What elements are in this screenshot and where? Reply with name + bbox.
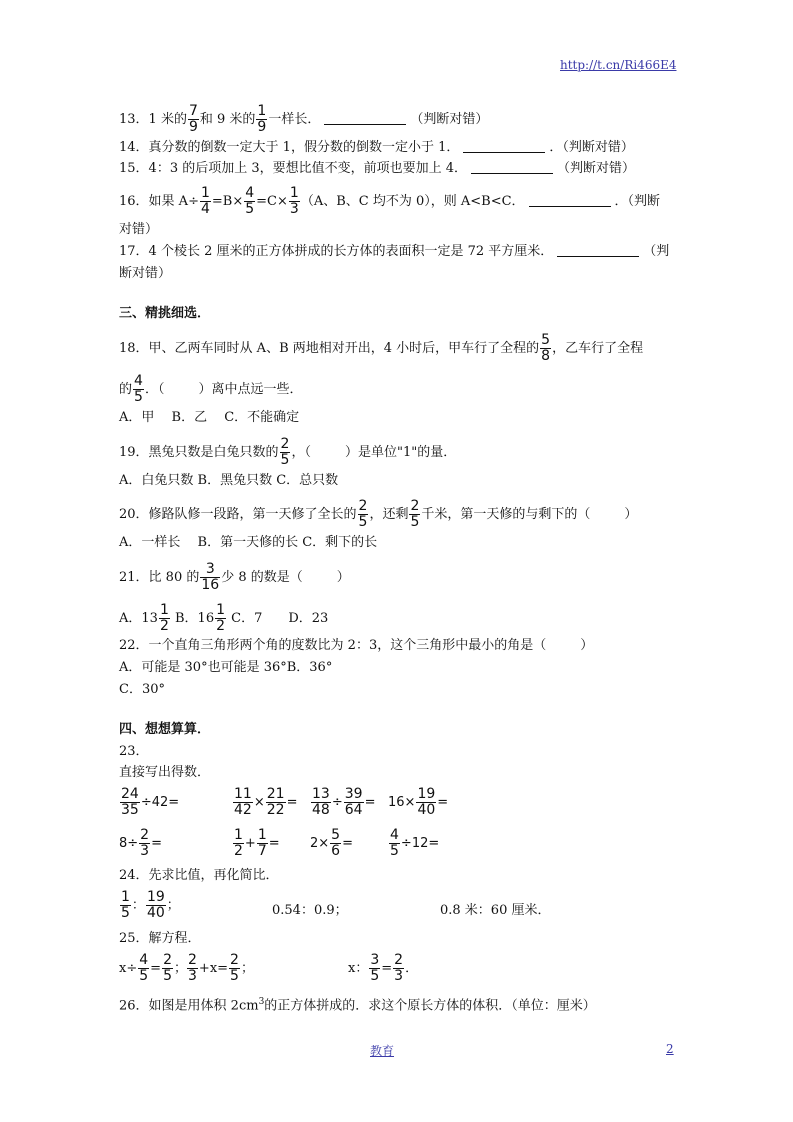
fraction: $\frac{11}{42}$	[234, 786, 252, 818]
fraction: $\frac{2}{5}$	[410, 498, 420, 530]
question-21: 21．比 80 的 $\frac{3}{16}$ 少 8 的数是（ ）	[119, 561, 350, 593]
fraction: $\frac{1}{2}$	[159, 602, 169, 634]
answer-blank[interactable]	[463, 138, 545, 153]
question-26: 26．如图是用体积 $2cm^3$的正方体拼成的．求这个原长方体的体积．（单位：厘米）	[119, 997, 596, 1014]
fraction: $\frac{7}{9}$	[188, 103, 198, 135]
question-19-options: A．白兔只数 B．黑兔只数 C．总只数	[119, 473, 339, 488]
question-16-cont: 对错）	[119, 222, 159, 237]
expression: $\frac{13}{48}$ ÷ $\frac{39}{64}$ =	[312, 786, 376, 818]
fraction: $\frac{4}{5}$	[139, 952, 149, 984]
page-number: 2	[666, 1042, 674, 1056]
expression: $\frac{4}{5}$ ÷12=	[390, 827, 440, 859]
expression: $\frac{1}{2}$ + $\frac{1}{7}$ =	[234, 827, 280, 859]
header-link[interactable]: http://t.cn/Ri466E4	[560, 58, 677, 72]
answer-blank[interactable]	[471, 159, 553, 174]
question-22-option-c: C．30°	[119, 682, 165, 697]
fraction: $\frac{3}{16}$	[201, 561, 220, 593]
fraction: $\frac{19}{40}$	[146, 889, 165, 921]
question-20: 20．修路队修一段路，第一天修了全长的 $\frac{2}{5}$ ，还剩 $\frac{2}{5}$ 千米，第一天修的与剩下的（ ）	[119, 498, 638, 530]
question-23-number: 23．	[119, 744, 149, 759]
equation: x÷ $\frac{4}{5}$ = $\frac{2}{5}$ ；	[119, 952, 187, 984]
fraction: $\frac{24}{35}$	[121, 786, 139, 818]
fraction: $\frac{1}{2}$	[234, 827, 243, 859]
question-18-options: A．甲 B．乙 C．不能确定	[119, 410, 300, 425]
equation: $\frac{2}{3}$ +x= $\frac{2}{5}$ ；	[188, 952, 254, 984]
expression: 0.8 米：60 厘米．	[440, 903, 551, 918]
question-17-cont: 断对错）	[119, 266, 172, 281]
expression: $\frac{11}{42}$ × $\frac{21}{22}$ =	[234, 786, 298, 818]
fraction: $\frac{1}{7}$	[257, 827, 267, 859]
answer-blank[interactable]	[324, 110, 406, 125]
fraction: $\frac{5}{8}$	[541, 332, 551, 364]
question-18: 18．甲、乙两车同时从 A、B 两地相对开出，4 小时后，甲车行了全程的 $\frac{5}{8}$ ，乙车行了全程	[119, 332, 644, 364]
equation: x： $\frac{3}{5}$ = $\frac{2}{3}$ ．	[348, 952, 419, 984]
fraction: $\frac{4}{5}$	[390, 827, 399, 859]
answer-blank[interactable]	[529, 192, 611, 207]
question-21-options: A．13 $\frac{1}{2}$ B．16 $\frac{1}{2}$ C．7 D．23	[119, 602, 329, 634]
fraction: $\frac{19}{40}$	[417, 786, 436, 818]
fraction: $\frac{3}{5}$	[370, 952, 380, 984]
expression: 16× $\frac{19}{40}$ =	[388, 786, 449, 818]
question-16: 16．如果 A÷ $\frac{1}{4}$ =B× $\frac{4}{5}$ =C× $\frac{1}{3}$ （A、B、C 均不为 0），则 A<B<C． ．（判断	[119, 185, 661, 217]
fraction: $\frac{1}{5}$	[121, 889, 130, 921]
fraction: $\frac{13}{48}$	[312, 786, 330, 818]
question-14: 14．真分数的倒数一定大于 1，假分数的倒数一定小于 1． ．（判断对错）	[119, 140, 634, 155]
fraction: $\frac{21}{22}$	[266, 786, 285, 818]
question-23-instruction: 直接写出得数．	[119, 765, 211, 780]
fraction: $\frac{1}{4}$	[200, 185, 210, 217]
question-15: 15．4：3 的后项加上 3，要想比值不变，前项也要加上 4． （判断对错）	[119, 161, 636, 176]
fraction: $\frac{39}{64}$	[344, 786, 363, 818]
question-18-cont: 的 $\frac{4}{5}$ ．（ ）离中点远一些．	[119, 373, 303, 405]
question-13: 13．1 米的 $\frac{7}{9}$ 和 9 米的 $\frac{1}{9}$ 一样长． （判断对错）	[119, 103, 489, 135]
fraction: $\frac{4}{5}$	[134, 373, 143, 405]
fraction: $\frac{2}{3}$	[140, 827, 150, 859]
fraction: $\frac{1}{2}$	[216, 602, 226, 634]
footer-link[interactable]: 教育	[370, 1044, 395, 1058]
answer-blank[interactable]	[557, 242, 639, 257]
question-24: 24．先求比值，再化简比．	[119, 868, 279, 883]
expression: 2× $\frac{5}{6}$ =	[310, 827, 353, 859]
expression: $\frac{1}{5}$ ： $\frac{19}{40}$ ；	[121, 889, 180, 921]
fraction: $\frac{2}{5}$	[358, 498, 368, 530]
section-title: 四、想想算算．	[119, 722, 211, 737]
question-19: 19．黑兔只数是白兔只数的 $\frac{2}{5}$ ，（ ）是单位"1"的量．	[119, 436, 457, 468]
fraction: $\frac{2}{5}$	[280, 436, 290, 468]
expression: 0.54：0.9；	[272, 903, 348, 918]
question-25: 25．解方程．	[119, 931, 201, 946]
fraction: $\frac{4}{5}$	[245, 185, 255, 217]
expression: 8÷ $\frac{2}{3}$ =	[119, 827, 162, 859]
fraction: $\frac{2}{3}$	[188, 952, 197, 984]
question-20-options: A．一样长 B．第一天修的长 C．剩下的长	[119, 535, 378, 550]
fraction: $\frac{2}{5}$	[230, 952, 239, 984]
fraction: $\frac{2}{3}$	[394, 952, 404, 984]
expression: $\frac{24}{35}$ ÷42=	[121, 786, 180, 818]
question-22: 22．一个直角三角形两个角的度数比为 2：3，这个三角形中最小的角是（ ）	[119, 638, 594, 653]
question-22-options: A．可能是 30°也可能是 36°B．36°	[119, 660, 333, 675]
fraction: $\frac{1}{9}$	[257, 103, 267, 135]
fraction: $\frac{1}{3}$	[289, 185, 299, 217]
fraction: $\frac{2}{5}$	[163, 952, 172, 984]
section-title: 三、精挑细选．	[119, 306, 211, 321]
question-17: 17．4 个棱长 2 厘米的正方体拼成的长方体的表面积一定是 72 平方厘米． （判	[119, 244, 670, 259]
fraction: $\frac{5}{6}$	[331, 827, 341, 859]
